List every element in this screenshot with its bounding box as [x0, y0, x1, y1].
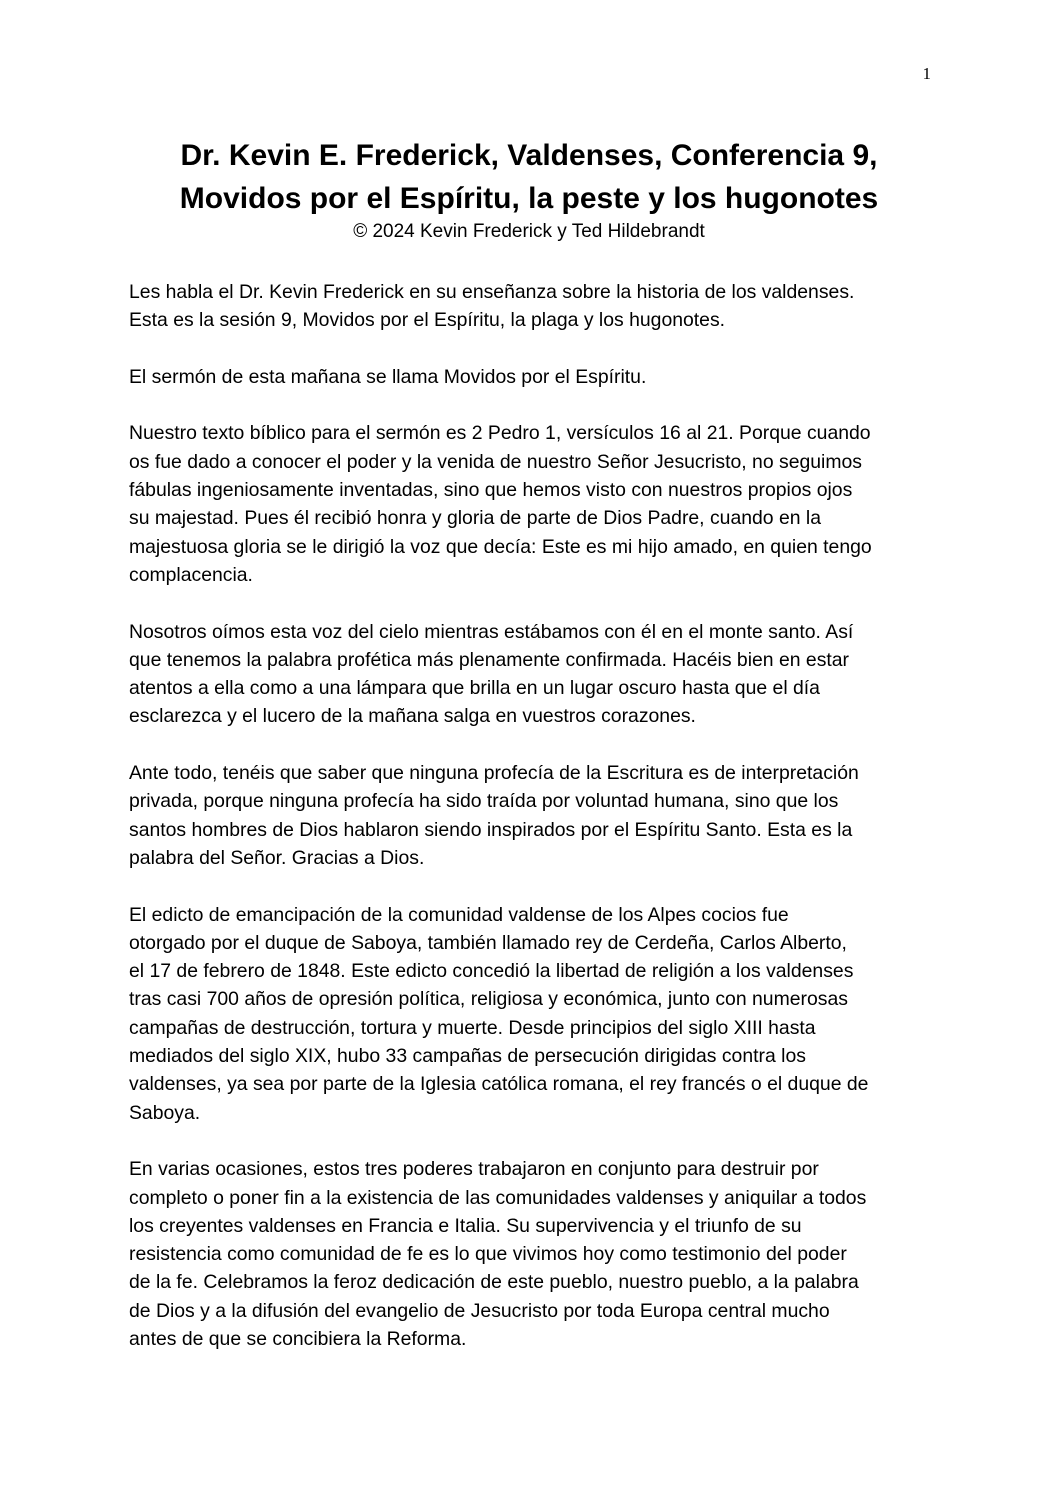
paragraph-line: de Dios y a la difusión del evangelio de Jesucristo por toda Europa central mucho — [129, 1299, 830, 1322]
paragraph — [129, 1155, 939, 1353]
paragraph-line: resistencia como comunidad de fe es lo que vivimos hoy como testimonio del poder — [129, 1243, 847, 1266]
paragraph-line: antes de que se concibiera la Reforma. — [129, 1327, 467, 1350]
paragraph-line: esclarezca y el lucero de la mañana salga en vuestros corazones. — [129, 705, 696, 728]
paragraph-line: los creyentes valdenses en Francia e Italia. Su supervivencia y el triunfo de su — [129, 1214, 802, 1237]
paragraph-line: otorgado por el duque de Saboya, también llamado rey de Cerdeña, Carlos Alberto, — [129, 931, 847, 954]
paragraph-line: Nosotros oímos esta voz del cielo mientras estábamos con él en el monte santo. Así — [129, 620, 854, 643]
paragraph-line: mediados del siglo XIX, hubo 33 campañas de persecución dirigidas contra los — [129, 1045, 806, 1068]
paragraph-line: de la fe. Celebramos la feroz dedicación de este pueblo, nuestro pueblo, a la palabra — [129, 1271, 859, 1294]
paragraph-line: su majestad. Pues él recibió honra y gloria de parte de Dios Padre, cuando en la — [129, 507, 822, 530]
paragraph — [129, 618, 939, 731]
paragraph-line: Nuestro texto bíblico para el sermón es 2 Pedro 1, versículos 16 al 21. Porque cuando — [129, 422, 871, 445]
paragraph-line: que tenemos la palabra profética más plenamente confirmada. Hacéis bien en estar — [129, 648, 850, 671]
paragraph-line: Ante todo, tenéis que saber que ninguna profecía de la Escritura es de interpretación — [129, 762, 859, 785]
paragraph — [129, 901, 939, 1127]
paragraph-line: campañas de destrucción, tortura y muerte. Desde principios del siglo XIII hasta — [129, 1016, 816, 1039]
document-title-line-2: Movidos por el Espíritu, la peste y los hugonotes — [179, 182, 879, 215]
paragraph-line: completo o poner fin a la existencia de las comunidades valdenses y aniquilar a todos — [129, 1186, 867, 1209]
paragraph — [129, 363, 939, 391]
page-number: 1 — [922, 64, 931, 83]
paragraph-line: os fue dado a conocer el poder y la venida de nuestro Señor Jesucristo, no seguimos — [129, 450, 862, 473]
paragraph-line: el 17 de febrero de 1848. Este edicto concedió la libertad de religión a los valdenses — [129, 960, 854, 983]
paragraph-line: Esta es la sesión 9, Movidos por el Espíritu, la plaga y los hugonotes. — [129, 309, 726, 332]
copyright-notice: © 2024 Kevin Frederick y Ted Hildebrandt — [353, 221, 705, 242]
paragraph-line: palabra del Señor. Gracias a Dios. — [129, 846, 425, 869]
paragraph-line: complacencia. — [129, 563, 253, 586]
paragraph-line: El edicto de emancipación de la comunidad valdense de los Alpes cocios fue — [129, 903, 789, 926]
paragraph-line: valdenses, ya sea por parte de la Iglesia católica romana, el rey francés o el duque de — [129, 1073, 869, 1096]
paragraph-line: En varias ocasiones, estos tres poderes trabajaron en conjunto para destruir por — [129, 1158, 819, 1181]
paragraph — [129, 759, 939, 872]
paragraph-line: tras casi 700 años de opresión política, religiosa y económica, junto con numerosas — [129, 988, 848, 1011]
document-title-line-1: Dr. Kevin E. Frederick, Valdenses, Conferencia 9, — [180, 139, 878, 172]
paragraph-line: El sermón de esta mañana se llama Movidos por el Espíritu. — [129, 365, 647, 388]
paragraph-line: atentos a ella como a una lámpara que brilla en un lugar oscuro hasta que el día — [129, 677, 820, 700]
paragraph-line: santos hombres de Dios hablaron siendo inspirados por el Espíritu Santo. Esta es la — [129, 818, 853, 841]
document-header — [110, 134, 948, 244]
paragraph — [129, 419, 939, 589]
paragraph-line: Les habla el Dr. Kevin Frederick en su enseñanza sobre la historia de los valdenses. — [129, 281, 855, 303]
document-body — [129, 278, 939, 1382]
paragraph-line: privada, porque ninguna profecía ha sido traída por voluntad humana, sino que los — [129, 790, 839, 813]
paragraph-line: Saboya. — [129, 1101, 201, 1124]
paragraph-line: fábulas ingeniosamente inventadas, sino que hemos visto con nuestros propios ojos — [129, 479, 853, 502]
paragraph — [129, 278, 939, 335]
paragraph-line: majestuosa gloria se le dirigió la voz que decía: Este es mi hijo amado, en quien tengo — [129, 535, 872, 558]
